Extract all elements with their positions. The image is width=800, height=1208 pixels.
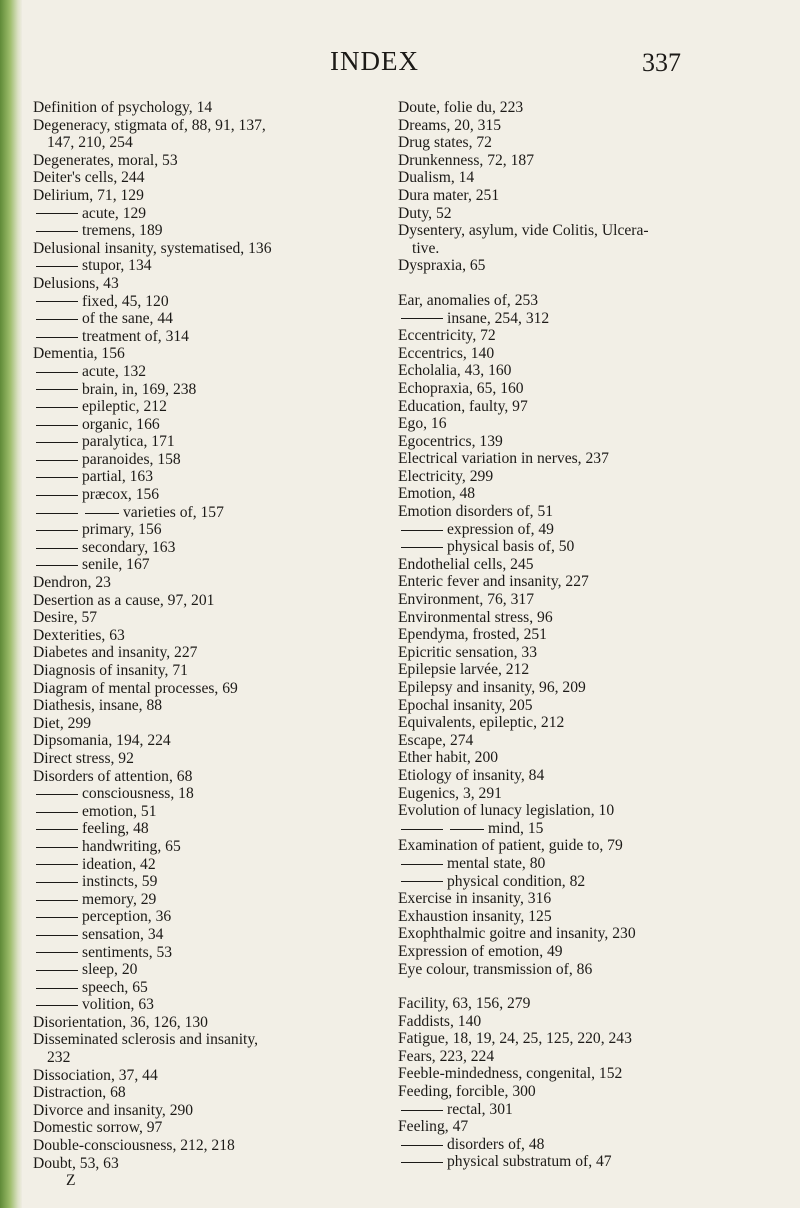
page-number: 337 xyxy=(642,48,681,77)
index-entry xyxy=(33,750,393,768)
index-entry xyxy=(398,398,778,416)
entry-text: Disorders of attention, 68 xyxy=(33,767,193,785)
index-entry xyxy=(33,680,393,698)
index-entry xyxy=(33,662,393,680)
repeat-dash xyxy=(85,513,119,514)
index-entry xyxy=(398,99,778,117)
page-title: INDEX xyxy=(330,46,419,76)
index-entry xyxy=(398,1013,778,1031)
index-entry xyxy=(33,1084,393,1102)
index-entry xyxy=(33,627,393,645)
repeat-dash xyxy=(36,530,78,531)
entry-text: Dementia, 156 xyxy=(33,345,125,363)
entry-text: rectal, 301 xyxy=(447,1100,513,1118)
repeat-dash xyxy=(36,301,78,302)
entry-text: treatment of, 314 xyxy=(82,327,189,345)
repeat-dash xyxy=(36,952,78,953)
entry-text: Desertion as a cause, 97, 201 xyxy=(33,591,215,609)
entry-text: Electrical variation in nerves, 237 xyxy=(398,450,609,468)
index-subentry xyxy=(33,257,393,275)
entry-text: Feeding, forcible, 300 xyxy=(398,1083,536,1101)
index-subentry xyxy=(33,293,393,311)
index-entry-continuation xyxy=(398,240,778,258)
entry-text: Delusional insanity, systematised, 136 xyxy=(33,239,272,257)
entry-text: sensation, 34 xyxy=(82,925,164,943)
index-entry xyxy=(398,415,778,433)
entry-text: Fatigue, 18, 19, 24, 25, 125, 220, 243 xyxy=(398,1030,632,1048)
index-subentry xyxy=(33,856,393,874)
repeat-dash xyxy=(401,318,443,319)
entry-text: Epicritic sensation, 33 xyxy=(398,643,538,661)
index-subentry xyxy=(33,486,393,504)
entry-text: Drug states, 72 xyxy=(398,134,492,152)
repeat-dash xyxy=(36,548,78,549)
page-header xyxy=(0,40,800,80)
index-entry xyxy=(33,1137,393,1155)
entry-text: Emotion disorders of, 51 xyxy=(398,503,554,521)
entry-text: 232 xyxy=(47,1049,71,1067)
index-subentry xyxy=(33,908,393,926)
entry-text: volition, 63 xyxy=(82,996,154,1014)
index-subentry xyxy=(33,785,393,803)
index-entry xyxy=(398,257,778,275)
entry-text: Diathesis, insane, 88 xyxy=(33,697,163,715)
index-subentry xyxy=(33,328,393,346)
index-entry xyxy=(398,485,778,503)
entry-text: Diabetes and insanity, 227 xyxy=(33,644,198,662)
index-entry xyxy=(398,152,778,170)
index-entry xyxy=(398,222,778,240)
repeat-dash xyxy=(401,1110,443,1111)
entry-text: Dipsomania, 194, 224 xyxy=(33,732,171,750)
index-subentry xyxy=(33,205,393,223)
index-entry xyxy=(398,644,778,662)
index-entry xyxy=(398,433,778,451)
index-entry xyxy=(33,574,393,592)
entry-text: Disseminated sclerosis and insanity, xyxy=(33,1031,259,1049)
index-entry xyxy=(398,205,778,223)
entry-text: Evolution of lunacy legislation, 10 xyxy=(398,802,615,820)
index-entry xyxy=(398,187,778,205)
index-subentry xyxy=(398,855,778,873)
entry-text: Examination of patient, guide to, 79 xyxy=(398,837,623,855)
index-entry xyxy=(33,152,393,170)
index-entry xyxy=(33,609,393,627)
entry-text: varieties of, 157 xyxy=(123,503,224,521)
entry-text: Epilepsy and insanity, 96, 209 xyxy=(398,679,586,696)
index-entry xyxy=(398,134,778,152)
repeat-dash xyxy=(401,530,443,531)
entry-text: Diagram of mental processes, 69 xyxy=(33,679,238,697)
index-entry xyxy=(398,169,778,187)
entry-text: Dysentery, asylum, vide Colitis, Ulcera- xyxy=(398,222,649,240)
entry-text: emotion, 51 xyxy=(82,802,157,820)
index-entry xyxy=(33,732,393,750)
entry-text: Endothelial cells, 245 xyxy=(398,555,534,573)
index-entry xyxy=(398,503,778,521)
index-entry xyxy=(398,468,778,486)
entry-text: epileptic, 212 xyxy=(82,398,167,416)
repeat-dash xyxy=(36,337,78,338)
index-subentry xyxy=(33,961,393,979)
index-entry xyxy=(398,450,778,468)
index-entry xyxy=(398,327,778,345)
entry-text: feeling, 48 xyxy=(82,820,149,838)
index-entry xyxy=(33,169,393,187)
entry-text: tremens, 189 xyxy=(82,222,163,240)
entry-text: disorders of, 48 xyxy=(447,1135,545,1153)
entry-text: Doute, folie du, 223 xyxy=(398,99,524,116)
index-entry-continuation xyxy=(33,1049,393,1067)
repeat-dash xyxy=(401,829,443,830)
index-entry xyxy=(33,99,393,117)
entry-text: mind, 15 xyxy=(488,819,544,837)
index-entry xyxy=(33,187,393,205)
index-entry xyxy=(398,732,778,750)
entry-text: Echopraxia, 65, 160 xyxy=(398,379,524,397)
entry-text: acute, 129 xyxy=(82,204,147,222)
repeat-dash xyxy=(36,460,78,461)
entry-text: Definition of psychology, 14 xyxy=(33,99,213,116)
index-subentry xyxy=(398,1101,778,1119)
repeat-dash xyxy=(36,477,78,478)
index-subentry xyxy=(33,381,393,399)
index-entry xyxy=(33,1155,393,1173)
index-subentry xyxy=(398,873,778,891)
entry-text: tive. xyxy=(412,239,440,257)
entry-text: Dissociation, 37, 44 xyxy=(33,1066,158,1084)
index-subentry xyxy=(33,521,393,539)
entry-text: Ear, anomalies of, 253 xyxy=(398,291,539,309)
index-subentry xyxy=(33,504,393,522)
repeat-dash xyxy=(36,935,78,936)
repeat-dash xyxy=(36,231,78,232)
index-entry xyxy=(398,556,778,574)
index-subentry xyxy=(33,838,393,856)
index-column-left xyxy=(33,99,393,1190)
index-entry xyxy=(398,961,778,979)
entry-text: paranoides, 158 xyxy=(82,450,181,468)
entry-text: Expression of emotion, 49 xyxy=(398,942,563,960)
entry-text: acute, 132 xyxy=(82,362,147,380)
index-entry xyxy=(398,1065,778,1083)
entry-text: perception, 36 xyxy=(82,908,172,926)
entry-text: ideation, 42 xyxy=(82,855,156,873)
index-subentry xyxy=(33,468,393,486)
index-entry xyxy=(398,890,778,908)
entry-text: Desire, 57 xyxy=(33,609,98,627)
index-subentry xyxy=(398,538,778,556)
entry-text: 147, 210, 254 xyxy=(47,134,133,152)
repeat-dash xyxy=(450,829,484,830)
repeat-dash xyxy=(401,864,443,865)
repeat-dash xyxy=(36,425,78,426)
entry-text: præcox, 156 xyxy=(82,486,160,504)
index-entry xyxy=(398,837,778,855)
entry-text: Dendron, 23 xyxy=(33,574,111,592)
index-entry xyxy=(33,715,393,733)
index-subentry xyxy=(33,891,393,909)
index-entry xyxy=(33,1119,393,1137)
entry-text: Duty, 52 xyxy=(398,204,452,222)
entry-text: Environment, 76, 317 xyxy=(398,591,534,609)
repeat-dash xyxy=(401,881,443,882)
entry-text: Exhaustion insanity, 125 xyxy=(398,907,552,925)
index-subentry xyxy=(398,820,778,838)
entry-text: Dexterities, 63 xyxy=(33,626,125,644)
repeat-dash xyxy=(401,1162,443,1163)
entry-text: senile, 167 xyxy=(82,556,150,574)
index-subentry xyxy=(33,222,393,240)
index-entry xyxy=(398,661,778,679)
repeat-dash xyxy=(36,900,78,901)
index-entry xyxy=(398,573,778,591)
entry-text: fixed, 45, 120 xyxy=(82,292,169,310)
index-subentry xyxy=(33,451,393,469)
entry-text: Distraction, 68 xyxy=(33,1084,126,1102)
entry-text: Delirium, 71, 129 xyxy=(33,186,144,204)
repeat-dash xyxy=(36,389,78,390)
index-subentry xyxy=(33,398,393,416)
entry-text: stupor, 134 xyxy=(82,257,152,275)
index-entry xyxy=(398,995,778,1013)
entry-text: Doubt, 53, 63 xyxy=(33,1154,119,1172)
entry-text: Dreams, 20, 315 xyxy=(398,116,502,134)
entry-text: Enteric fever and insanity, 227 xyxy=(398,573,589,591)
repeat-dash xyxy=(36,565,78,566)
entry-text: Deiter's cells, 244 xyxy=(33,169,145,187)
index-subentry xyxy=(33,539,393,557)
entry-text: Diet, 299 xyxy=(33,714,92,732)
entry-text: Epochal insanity, 205 xyxy=(398,696,533,714)
entry-text: physical condition, 82 xyxy=(447,872,586,890)
entry-text: brain, in, 169, 238 xyxy=(82,380,197,398)
repeat-dash xyxy=(36,917,78,918)
page-binding-edge xyxy=(0,0,22,1208)
index-subentry xyxy=(398,310,778,328)
repeat-dash xyxy=(36,407,78,408)
entry-text: Fears, 223, 224 xyxy=(398,1047,495,1065)
repeat-dash xyxy=(36,829,78,830)
entry-text: Double-consciousness, 212, 218 xyxy=(33,1137,235,1155)
entry-text: Environmental stress, 96 xyxy=(398,608,553,626)
entry-text: Emotion, 48 xyxy=(398,485,476,503)
index-entry xyxy=(398,908,778,926)
entry-text: physical basis of, 50 xyxy=(447,538,575,556)
index-entry xyxy=(398,362,778,380)
entry-text: Delusions, 43 xyxy=(33,274,119,292)
index-entry xyxy=(398,802,778,820)
entry-text: Z xyxy=(66,1172,76,1190)
index-entry xyxy=(398,380,778,398)
index-entry xyxy=(398,292,778,310)
index-entry xyxy=(398,591,778,609)
index-entry xyxy=(398,767,778,785)
entry-text: Eccentricity, 72 xyxy=(398,327,496,345)
entry-text: instincts, 59 xyxy=(82,873,158,891)
repeat-dash xyxy=(36,794,78,795)
entry-text: Dualism, 14 xyxy=(398,169,475,187)
repeat-dash xyxy=(36,988,78,989)
index-entry xyxy=(398,697,778,715)
index-subentry xyxy=(398,1136,778,1154)
entry-text: Degenerates, moral, 53 xyxy=(33,151,178,169)
index-entry xyxy=(398,626,778,644)
entry-text: Echolalia, 43, 160 xyxy=(398,362,512,380)
repeat-dash xyxy=(36,864,78,865)
entry-text: Education, faulty, 97 xyxy=(398,397,528,415)
repeat-dash xyxy=(36,847,78,848)
index-entry xyxy=(398,1118,778,1136)
entry-text: of the sane, 44 xyxy=(82,310,173,328)
entry-text: Dura mater, 251 xyxy=(398,186,500,204)
entry-text: Etiology of insanity, 84 xyxy=(398,766,545,784)
index-entry xyxy=(33,1067,393,1085)
entry-text: memory, 29 xyxy=(82,890,157,908)
repeat-dash xyxy=(36,319,78,320)
index-entry xyxy=(398,1030,778,1048)
entry-text: Degeneracy, stigmata of, 88, 91, 137, xyxy=(33,116,266,134)
repeat-dash xyxy=(36,372,78,373)
index-entry xyxy=(33,697,393,715)
entry-text: Domestic sorrow, 97 xyxy=(33,1119,163,1137)
repeat-dash xyxy=(36,812,78,813)
index-subentry xyxy=(33,820,393,838)
repeat-dash xyxy=(36,513,78,514)
index-subentry xyxy=(398,1153,778,1171)
entry-text: Escape, 274 xyxy=(398,731,474,749)
index-entry xyxy=(33,1102,393,1120)
entry-text: Equivalents, epileptic, 212 xyxy=(398,714,565,732)
index-subentry xyxy=(33,996,393,1014)
entry-text: physical substratum of, 47 xyxy=(447,1153,612,1171)
entry-text: Feeble-mindedness, congenital, 152 xyxy=(398,1065,623,1083)
index-entry xyxy=(398,943,778,961)
entry-text: Eugenics, 3, 291 xyxy=(398,784,502,802)
repeat-dash xyxy=(401,1145,443,1146)
index-subentry xyxy=(33,433,393,451)
index-entry xyxy=(398,749,778,767)
entry-text: sleep, 20 xyxy=(82,961,138,979)
entry-text: Direct stress, 92 xyxy=(33,749,134,767)
section-gap xyxy=(398,275,778,292)
entry-text: mental state, 80 xyxy=(447,854,546,872)
entry-text: Facility, 63, 156, 279 xyxy=(398,995,531,1013)
index-entry xyxy=(33,117,393,135)
repeat-dash xyxy=(36,495,78,496)
index-column-right xyxy=(398,99,778,1171)
entry-text: Dyspraxia, 65 xyxy=(398,257,486,275)
entry-text: Disorientation, 36, 126, 130 xyxy=(33,1013,208,1031)
index-subentry xyxy=(33,363,393,381)
entry-text: handwriting, 65 xyxy=(82,837,181,855)
index-entry xyxy=(398,785,778,803)
index-subentry xyxy=(33,873,393,891)
repeat-dash xyxy=(36,213,78,214)
index-entry xyxy=(33,240,393,258)
repeat-dash xyxy=(36,1005,78,1006)
entry-text: sentiments, 53 xyxy=(82,943,173,961)
index-subentry xyxy=(33,803,393,821)
entry-text: Epilepsie larvée, 212 xyxy=(398,661,530,679)
entry-text: paralytica, 171 xyxy=(82,433,175,451)
entry-text: Exercise in insanity, 316 xyxy=(398,890,552,908)
entry-text: expression of, 49 xyxy=(447,520,554,538)
index-entry xyxy=(398,117,778,135)
entry-text: Diagnosis of insanity, 71 xyxy=(33,662,188,679)
index-entry xyxy=(33,644,393,662)
index-entry xyxy=(398,1048,778,1066)
index-entry xyxy=(398,925,778,943)
section-gap xyxy=(398,978,778,995)
entry-text: partial, 163 xyxy=(82,468,154,486)
repeat-dash xyxy=(401,547,443,548)
index-entry xyxy=(398,609,778,627)
entry-text: Electricity, 299 xyxy=(398,467,494,485)
entry-text: Ependyma, frosted, 251 xyxy=(398,626,547,644)
entry-text: Ether habit, 200 xyxy=(398,749,499,767)
entry-text: Eye colour, transmission of, 86 xyxy=(398,960,593,978)
index-subentry xyxy=(33,926,393,944)
entry-text: Egocentrics, 139 xyxy=(398,432,503,450)
index-entry xyxy=(33,592,393,610)
entry-text: speech, 65 xyxy=(82,978,148,996)
entry-text: Ego, 16 xyxy=(398,415,447,433)
entry-text: secondary, 163 xyxy=(82,538,176,556)
index-entry xyxy=(33,768,393,786)
index-subentry xyxy=(33,416,393,434)
index-subentry xyxy=(398,521,778,539)
repeat-dash xyxy=(36,442,78,443)
repeat-dash xyxy=(36,882,78,883)
index-entry xyxy=(33,1031,393,1049)
index-subentry xyxy=(33,979,393,997)
entry-text: insane, 254, 312 xyxy=(447,309,550,327)
signature-mark xyxy=(33,1172,393,1190)
entry-text: Exophthalmic goitre and insanity, 230 xyxy=(398,925,636,943)
index-entry-continuation xyxy=(33,134,393,152)
entry-text: primary, 156 xyxy=(82,521,162,539)
entry-text: Eccentrics, 140 xyxy=(398,344,495,362)
index-entry xyxy=(398,714,778,732)
entry-text: Divorce and insanity, 290 xyxy=(33,1101,194,1119)
entry-text: Feeling, 47 xyxy=(398,1118,469,1136)
entry-text: consciousness, 18 xyxy=(82,785,194,803)
entry-text: organic, 166 xyxy=(82,415,160,433)
entry-text: Drunkenness, 72, 187 xyxy=(398,151,534,169)
repeat-dash xyxy=(36,266,78,267)
entry-text: Faddists, 140 xyxy=(398,1012,482,1030)
index-entry xyxy=(33,1014,393,1032)
index-entry xyxy=(398,679,778,697)
index-subentry xyxy=(33,556,393,574)
repeat-dash xyxy=(36,970,78,971)
index-entry xyxy=(398,1083,778,1101)
index-entry xyxy=(33,275,393,293)
index-subentry xyxy=(33,310,393,328)
index-entry xyxy=(398,345,778,363)
index-entry xyxy=(33,345,393,363)
index-subentry xyxy=(33,944,393,962)
